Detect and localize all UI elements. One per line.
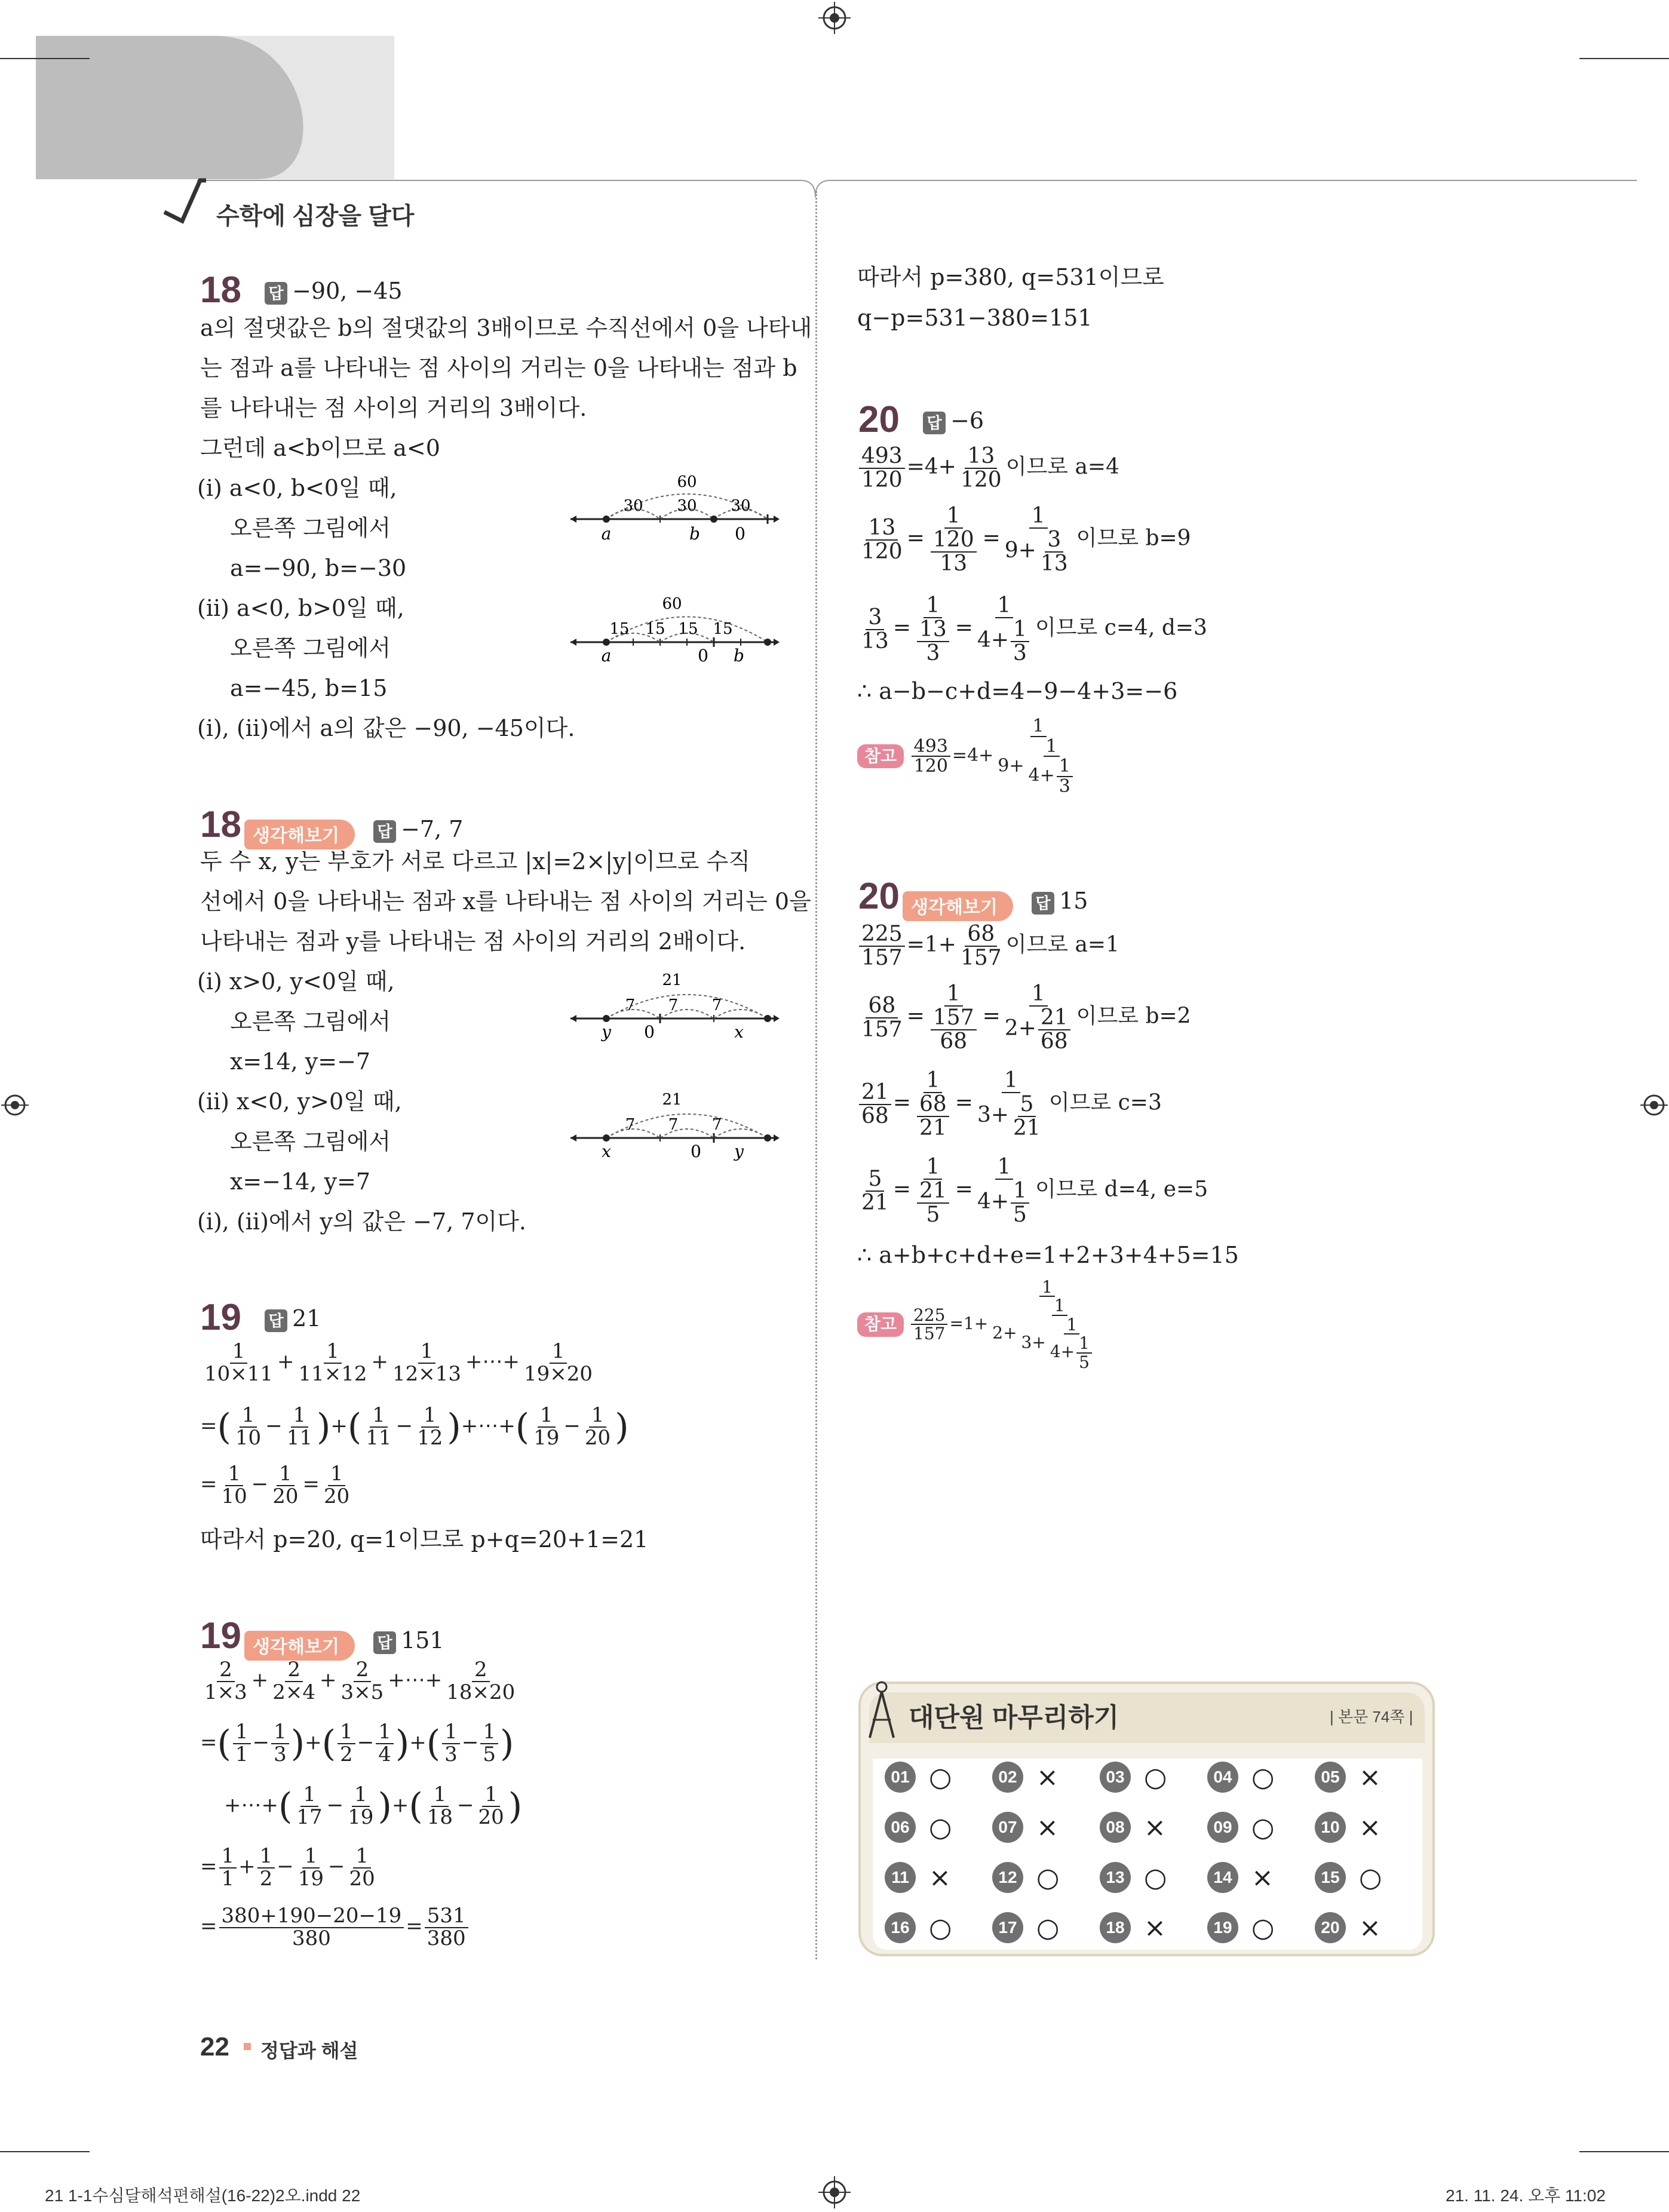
fig-distance-label: 60 <box>677 475 697 491</box>
conclusion-line: ∴ a−b−c+d=4−9−4+3=−6 <box>857 678 1178 704</box>
fig-point-label: 0 <box>735 524 745 544</box>
case-line: (ⅰ) x>0, y<0일 때, <box>197 968 395 995</box>
section-title: 정답과 해설 <box>260 2040 358 2061</box>
problem-number: 19 <box>200 1297 241 1338</box>
review-item: 18 × <box>1100 1912 1207 1943</box>
review-item: 10 × <box>1315 1812 1422 1843</box>
review-item: 06 ○ <box>885 1812 992 1843</box>
review-item: 02 × <box>992 1762 1100 1793</box>
review-item: 19 ○ <box>1207 1912 1315 1943</box>
text-line: 나타내는 점과 y를 나타내는 점 사이의 거리의 2배이다. <box>200 928 746 955</box>
equation-line: = $\frac{1}{1}$ + $\frac{1}{2}$ − $\frac{1}{19}$ − $\frac{1}{20}$ <box>200 1844 375 1891</box>
page-number: 22 <box>200 2032 229 2061</box>
conclusion-line: (ⅰ), (ⅱ)에서 y의 값은 −7, 7이다. <box>197 1208 527 1235</box>
equation-line: $\frac{21}{68}$ = $\frac{1}{\frac{68}{21}}$ = 1 3+ $\frac{5}{21}$ 이므로 c=3 <box>857 1069 1162 1139</box>
case-line: (ⅰ) a<0, b<0일 때, <box>197 475 397 501</box>
fig-point-label: a <box>601 646 612 665</box>
answer: −90, −45 <box>292 278 403 304</box>
fig-point-label: a <box>601 524 612 544</box>
number-line-figure <box>570 475 780 547</box>
fig-point-label: 0 <box>644 1022 655 1042</box>
problem-number: 18 <box>200 269 241 311</box>
fig-distance-label: 30 <box>623 497 643 515</box>
review-item: 14 × <box>1207 1862 1315 1893</box>
fig-distance-label: 7 <box>625 996 636 1014</box>
review-page-ref: | 본문 74쪽 | <box>1330 1708 1413 1726</box>
review-item: 04 ○ <box>1207 1762 1315 1793</box>
result-line: x=−14, y=7 <box>230 1168 371 1195</box>
reference-badge: 참고 <box>857 1312 904 1336</box>
answer-icon: 답 <box>1032 892 1054 915</box>
result-line: a=−90, b=−30 <box>230 555 407 581</box>
review-box <box>858 1682 1435 1956</box>
equation-line: +⋯+( $\frac{1}{17}$ − $\frac{1}{19}$ )+( $\frac{1}{18}$ − $\frac{1}{20}$ ) <box>224 1783 523 1829</box>
answer: −7, 7 <box>401 816 464 842</box>
text-line: q−p=531−380=151 <box>857 305 1093 331</box>
answer: −6 <box>950 407 984 434</box>
text-line: 오른쪽 그림에서 <box>230 1008 391 1035</box>
text-line: 그런데 a<b이므로 a<0 <box>200 435 440 461</box>
reference-note: 참고 $\frac{225}{157}$ =1+ 1 2+ 1 3+ 1 4+ $\frac{1}{5}$ <box>857 1278 1106 1371</box>
fig-distance-label: 7 <box>711 996 722 1014</box>
equation-line: =( $\frac{1}{10}$ − $\frac{1}{11}$ )+( $\frac{1}{11}$ − $\frac{1}{12}$ )+⋯+( $\frac{1}{19}$ − $\frac{1}{20}$ ) <box>200 1403 629 1450</box>
equation-line: =( $\frac{1}{1}$ − $\frac{1}{3}$ )+( $\frac{1}{2}$ − $\frac{1}{4}$ )+( $\frac{1}{3}$ − $\frac{1}{5}$ ) <box>200 1720 514 1766</box>
case-line: (ⅱ) x<0, y>0일 때, <box>197 1088 402 1115</box>
review-item: 11 × <box>885 1862 992 1893</box>
number-line-figure <box>570 594 780 666</box>
problem-18-think <box>200 806 463 849</box>
number-line-figure <box>570 1090 780 1162</box>
fig-point-label: y <box>602 1022 611 1042</box>
header-decoration <box>0 0 1669 227</box>
text-line: 따라서 p=380, q=531이므로 <box>857 264 1164 290</box>
fig-point-label: x <box>734 1022 744 1042</box>
registration-mark-icon <box>0 1087 30 1123</box>
result-line: a=−45, b=15 <box>230 675 388 701</box>
problem-number: 20 <box>858 876 900 917</box>
fig-distance-label: 15 <box>678 620 698 638</box>
equation-line: $\frac{2}{1\times 3}$ + $\frac{2}{2\times 4}$ + $\frac{2}{3\times 5}$ +⋯+ $\frac{2}{18\times 20}$ <box>204 1658 516 1704</box>
answer: 15 <box>1059 888 1088 914</box>
think-tag: 생각해보기 <box>903 891 1013 921</box>
problem-20-think <box>858 878 1088 921</box>
answer-icon: 답 <box>373 820 396 843</box>
fig-distance-label: 7 <box>711 1116 722 1134</box>
review-item: 20 × <box>1315 1912 1422 1943</box>
registration-mark-icon <box>1639 1087 1669 1123</box>
text-line: 는 점과 a를 나타내는 점 사이의 거리는 0을 나타내는 점과 b <box>200 355 797 381</box>
fig-distance-label: 7 <box>668 996 679 1014</box>
fig-point-label: x <box>602 1142 611 1161</box>
review-item: 12 ○ <box>992 1862 1100 1893</box>
result-line: x=14, y=−7 <box>230 1048 371 1075</box>
fig-point-label: b <box>689 524 700 544</box>
think-tag: 생각해보기 <box>244 1631 355 1661</box>
answer-icon: 답 <box>265 282 287 305</box>
equation-line: $\frac{225}{157}$ =1+ $\frac{68}{157}$ 이므로 a=1 <box>857 923 1119 970</box>
fig-point-label: 0 <box>691 1142 701 1161</box>
footer-bullet <box>244 2043 251 2050</box>
equation-line: $\frac{1}{10\times 11}$ + $\frac{1}{11\times 12}$ + $\frac{1}{12\times 13}$ +⋯+ $\frac{1}{19\times 20}$ <box>204 1339 593 1386</box>
problem-number: 18 <box>200 804 241 845</box>
review-item: 13 ○ <box>1100 1862 1207 1893</box>
problem-number: 19 <box>200 1615 241 1656</box>
equation-line: = $\frac{380+190-20-19}{380}$ = $\frac{531}{380}$ <box>200 1906 470 1949</box>
timestamp: 21. 11. 24. 오후 11:02 <box>1446 2186 1606 2205</box>
reference-note: 참고 $\frac{493}{120}$ =4+ 1 9+ 1 4+ $\frac{1}{3}$ <box>857 717 1083 796</box>
answer: 151 <box>401 1627 444 1653</box>
column-divider <box>815 191 817 1959</box>
text-line: 두 수 x, y는 부호가 서로 다르고 |x|=2×|y|이므로 수직 <box>200 848 750 875</box>
review-item: 17 ○ <box>992 1912 1100 1943</box>
fig-distance-label: 15 <box>609 620 630 638</box>
review-item: 08 × <box>1100 1812 1207 1843</box>
text-line: 오른쪽 그림에서 <box>230 515 391 541</box>
book-title: 수학에 심장을 달다 <box>216 203 415 229</box>
review-item: 09 ○ <box>1207 1812 1315 1843</box>
file-info: 21 1-1수심달해석편해설(16-22)2오.indd 22 <box>45 2186 361 2205</box>
conclusion-line: 따라서 p=20, q=1이므로 p+q=20+1=21 <box>200 1526 649 1553</box>
fig-distance-label: 30 <box>731 497 751 515</box>
answer: 21 <box>292 1305 321 1332</box>
text-line: 를 나타내는 점 사이의 거리의 3배이다. <box>200 395 587 421</box>
problem-19-think <box>200 1615 444 1661</box>
review-item: 16 ○ <box>885 1912 992 1943</box>
answer-icon: 답 <box>265 1309 287 1332</box>
answer-icon: 답 <box>373 1631 396 1654</box>
text-line: a의 절댓값은 b의 절댓값의 3배이므로 수직선에서 0을 나타내 <box>200 315 812 341</box>
problem-19 <box>200 1299 321 1336</box>
review-item: 03 ○ <box>1100 1762 1207 1793</box>
equation-line: $\frac{493}{120}$ =4+ $\frac{13}{120}$ 이므로 a=4 <box>857 445 1119 492</box>
equation-line: $\frac{68}{157}$ = $\frac{1}{\frac{157}{68}}$ = 1 2+ $\frac{21}{68}$ 이므로 b=2 <box>861 981 1191 1054</box>
number-line-figure <box>570 971 780 1042</box>
answer-icon: 답 <box>923 412 946 434</box>
review-item: 07 × <box>992 1812 1100 1843</box>
reference-badge: 참고 <box>857 744 904 768</box>
review-item: 01 ○ <box>885 1762 992 1793</box>
equation-line: $\frac{5}{21}$ = $\frac{1}{\frac{21}{5}}$ = 1 4+ $\frac{1}{5}$ 이므로 d=4, e=5 <box>861 1155 1208 1227</box>
fig-point-label: 0 <box>698 646 708 665</box>
equation-line: $\frac{3}{13}$ = $\frac{1}{\frac{13}{3}}$ = 1 4+ $\frac{1}{3}$ 이므로 c=4, d=3 <box>861 593 1207 665</box>
review-title: 대단원 마무리하기 <box>909 1703 1119 1732</box>
case-line: (ⅱ) a<0, b>0일 때, <box>197 595 404 621</box>
fig-distance-label: 15 <box>713 620 733 638</box>
equation-line: = $\frac{1}{10}$ − $\frac{1}{20}$ = $\frac{1}{20}$ <box>200 1462 350 1508</box>
fig-distance-label: 15 <box>645 620 665 638</box>
review-item: 15 ○ <box>1315 1862 1422 1893</box>
equation-line: $\frac{13}{120}$ = $\frac{1}{\frac{120}{13}}$ = 1 9+ $\frac{3}{13}$ 이므로 b=9 <box>861 504 1191 576</box>
review-item: 05 × <box>1315 1762 1422 1793</box>
conclusion-line: (ⅰ), (ⅱ)에서 a의 값은 −90, −45이다. <box>197 715 575 741</box>
fig-distance-label: 7 <box>625 1116 636 1134</box>
conclusion-line: ∴ a+b+c+d+e=1+2+3+4+5=15 <box>857 1242 1239 1268</box>
fig-distance-label: 21 <box>662 1091 682 1109</box>
text-line: 선에서 0을 나타내는 점과 x를 나타내는 점 사이의 거리는 0을 <box>200 888 811 915</box>
text-line: 오른쪽 그림에서 <box>230 1128 391 1155</box>
compass-icon <box>861 1678 903 1750</box>
problem-20 <box>858 401 984 438</box>
think-tag: 생각해보기 <box>244 820 355 849</box>
fig-point-label: b <box>734 646 744 665</box>
review-items <box>885 1762 1422 1943</box>
fig-distance-label: 30 <box>677 497 697 515</box>
fig-distance-label: 21 <box>662 971 682 989</box>
problem-18 <box>200 269 403 311</box>
fig-distance-label: 60 <box>662 595 682 613</box>
fig-point-label: y <box>734 1142 744 1161</box>
text-line: 오른쪽 그림에서 <box>230 635 391 661</box>
fig-distance-label: 7 <box>668 1116 679 1134</box>
problem-number: 20 <box>858 399 900 440</box>
